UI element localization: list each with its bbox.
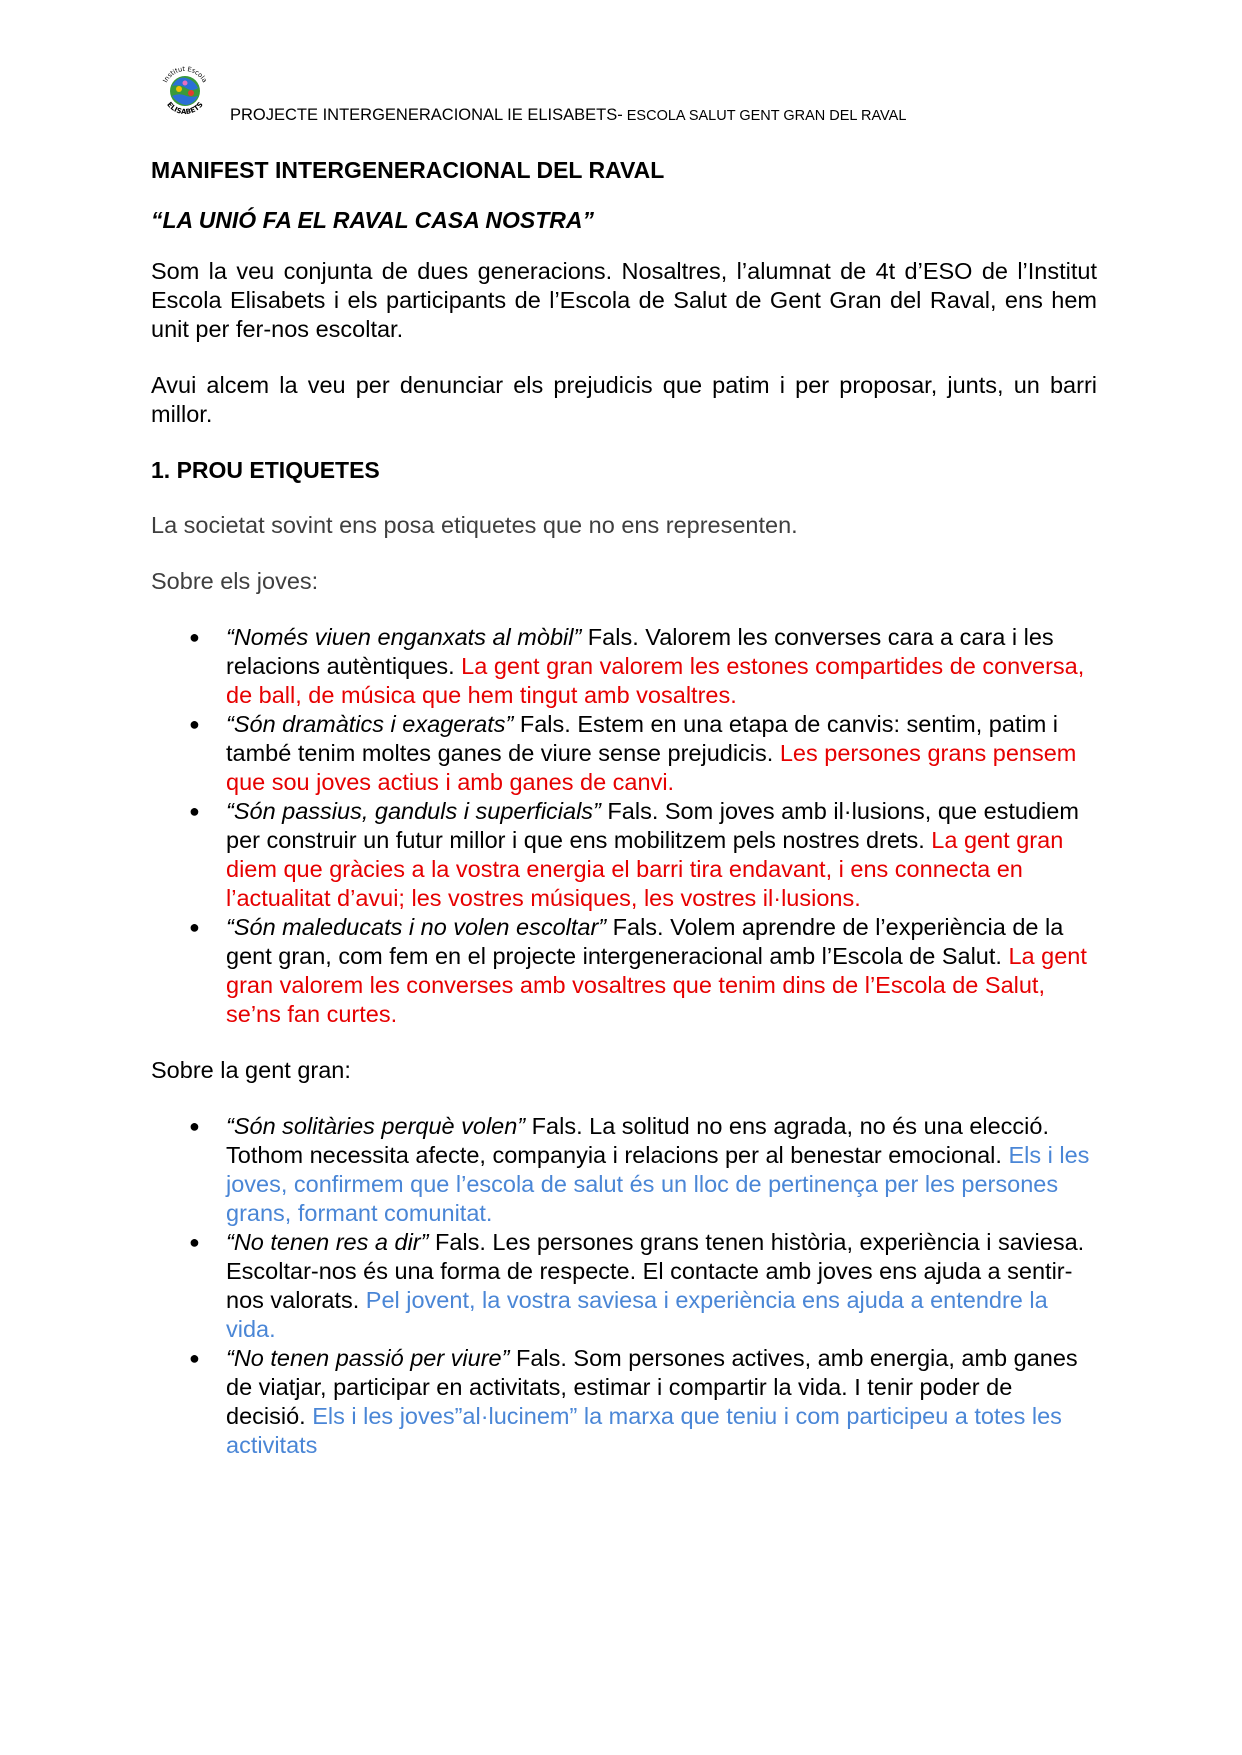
rebuttal-text: Fals. Volem aprendre de l’experiència de la gent gran, com fem en el projecte intergeneracional amb l’Escola de Salut. — [226, 914, 1064, 969]
youth-response: Pel jovent, la vostra saviesa i experiència ens ajuda a entendre la vida. — [226, 1287, 1048, 1342]
youth-heading: Sobre els joves: — [151, 568, 319, 594]
elders-response: Les persones grans pensem que sou joves actius i amb ganes de canvi. — [226, 740, 1077, 795]
stereotype-quote: “No tenen passió per viure” — [226, 1345, 510, 1371]
rebuttal-text: Fals. Valorem les converses cara a cara i les relacions autèntiques. — [226, 624, 1054, 679]
youth-response: Els i les joves”al·lucinem” la marxa que teniu i com participeu a totes les activitats — [226, 1403, 1062, 1458]
stereotype-quote: “Són passius, ganduls i superficials” — [226, 798, 601, 824]
elders-response: La gent gran valorem les estones compartides de conversa, de ball, de música que hem tingut amb vosaltres. — [226, 653, 1085, 708]
bullet-icon: ● — [189, 1232, 200, 1252]
elders-list — [151, 1112, 1097, 1460]
intro-paragraph-2: Avui alcem la veu per denunciar els prejudicis que patim i per proposar, junts, un barri millor. — [151, 372, 1097, 427]
list-item — [151, 797, 1097, 913]
bullet-icon: ● — [189, 627, 200, 647]
section-intro: La societat sovint ens posa etiquetes que no ens representen. — [151, 512, 798, 538]
elders-response: La gent gran valorem les converses amb vosaltres que tenim dins de l’Escola de Salut, se’ns fan curtes. — [226, 943, 1087, 1027]
stereotype-quote: “No tenen res a dir” — [226, 1229, 429, 1255]
project-label: PROJECTE INTERGENERACIONAL IE ELISABETS- — [230, 106, 623, 124]
stereotype-quote: “Només viuen enganxats al mòbil” — [226, 624, 582, 650]
rebuttal-text: Fals. Som persones actives, amb energia, amb ganes de viatjar, participar en activitats, estimar i compartir la vida. I tenir poder de decisió. — [226, 1345, 1078, 1429]
rebuttal-text: Fals. Som joves amb il·lusions, que estudiem per construir un futur millor i que ens mobilitzem pels nostres drets. — [226, 798, 1079, 853]
list-item — [151, 710, 1097, 797]
stereotype-quote: “Són dramàtics i exagerats” — [226, 711, 514, 737]
youth-response: Els i les joves, confirmem que l’escola de salut és un lloc de pertinença per les persones grans, formant comunitat. — [226, 1142, 1090, 1226]
rebuttal-text: Fals. Les persones grans tenen història, experiència i saviesa. Escoltar-nos és una forma de respecte. El contacte amb joves ens ajuda a sentir-nos valorats. — [226, 1229, 1085, 1313]
document-title: MANIFEST INTERGENERACIONAL DEL RAVAL — [151, 157, 665, 183]
document-body — [151, 156, 1097, 1487]
section-heading: 1. PROU ETIQUETES — [151, 457, 380, 483]
logo-text-bottom: ELISABETS — [165, 100, 205, 117]
list-item — [151, 1112, 1097, 1228]
list-item — [151, 623, 1097, 710]
stereotype-quote: “Són solitàries perquè volen” — [226, 1113, 526, 1139]
logo-text-top: Institut Escola — [161, 64, 209, 84]
bullet-icon: ● — [189, 1348, 200, 1368]
stereotype-quote: “Són maleducats i no volen escoltar” — [226, 914, 607, 940]
page-header — [156, 62, 1016, 132]
school-logo — [156, 62, 214, 120]
bullet-icon: ● — [189, 801, 200, 821]
bullet-icon: ● — [189, 1116, 200, 1136]
elders-heading: Sobre la gent gran: — [151, 1057, 351, 1083]
list-item — [151, 1228, 1097, 1344]
rebuttal-text: Fals. La solitud no ens agrada, no és una elecció. Tothom necessita afecte, companyia i relacions per al benestar emocional. — [226, 1113, 1050, 1168]
list-item — [151, 1344, 1097, 1460]
school-label: ESCOLA SALUT GENT GRAN DEL RAVAL — [622, 108, 907, 124]
header-title — [230, 106, 906, 125]
youth-list — [151, 623, 1097, 1029]
intro-paragraph-1: Som la veu conjunta de dues generacions. Nosaltres, l’alumnat de 4t d’ESO de l’Institut Escola Elisabets i els participants de l’Escola de Salut de Gent Gran del Raval, ens hem unit per fer-nos escoltar. — [151, 258, 1097, 342]
bullet-icon: ● — [189, 714, 200, 734]
rebuttal-text: Fals. Estem en una etapa de canvis: sentim, patim i també tenim moltes ganes de viure sense prejudicis. — [226, 711, 1059, 766]
document-subtitle: “LA UNIÓ FA EL RAVAL CASA NOSTRA” — [151, 207, 594, 233]
bullet-icon: ● — [189, 917, 200, 937]
list-item — [151, 913, 1097, 1029]
elders-response: La gent gran diem que gràcies a la vostra energia el barri tira endavant, i ens connecta en l’actualitat d’avui; les vostres músiques, les vostres il·lusions. — [226, 827, 1064, 911]
